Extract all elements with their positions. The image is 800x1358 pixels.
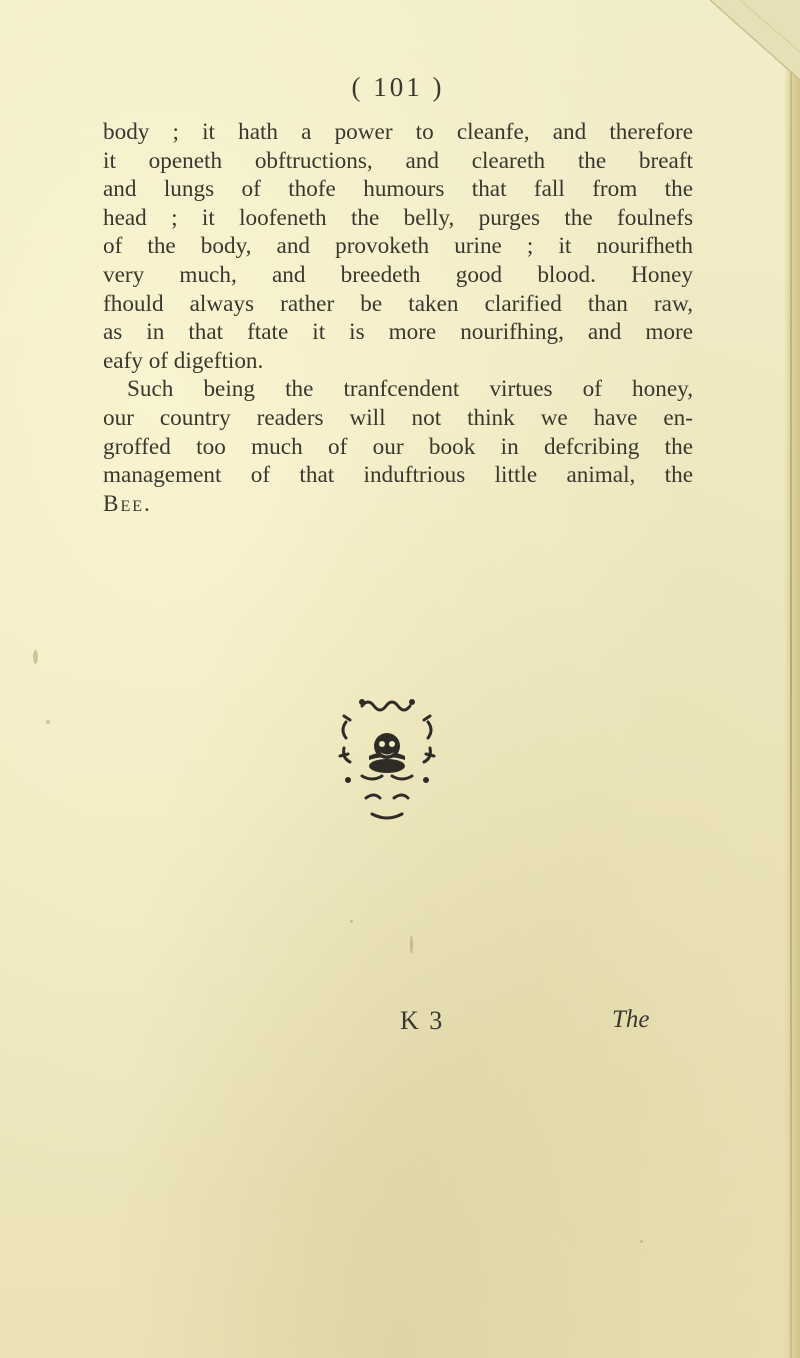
text-line: our country readers will not think we have en- (103, 404, 693, 431)
text-line: management of that induftrious little animal, the (103, 462, 693, 489)
paper-speck (350, 920, 353, 923)
corner-fold (680, 0, 800, 110)
text-line: eafy of digeftion. (103, 347, 264, 374)
text-line: very much, and breedeth good blood. Honey (103, 261, 693, 288)
text-line: head ; it loofeneth the belly, purges the foulnefs (103, 204, 693, 231)
text-line: it openeth obftructions, and cleareth the breaft (103, 147, 693, 174)
text-line: as in that ftate it is more nourifhing, and more (103, 319, 693, 346)
paper-speck (46, 720, 50, 724)
text-line: groffed too much of our book in defcribing the (103, 433, 693, 460)
catchword: The (612, 1006, 650, 1033)
paper-speck (640, 1240, 643, 1243)
signature-mark: K 3 (400, 1006, 445, 1035)
printers-ornament (322, 690, 452, 840)
text-line: of the body, and provoketh urine ; it nourifheth (103, 233, 693, 260)
text-line: Such being the tranfcendent virtues of honey, (127, 376, 693, 403)
text-line: and lungs of thofe humours that fall from the (103, 176, 693, 203)
page-number: ( 101 ) (351, 72, 445, 102)
page-edge (784, 0, 800, 1358)
page-edge-line (790, 0, 792, 1358)
text-line: body ; it hath a power to cleanfe, and therefore (103, 119, 693, 145)
text-line-last-word: Bee. (103, 490, 152, 517)
text-line: fhould always rather be taken clarified than raw, (103, 290, 693, 317)
paper-speck (410, 936, 413, 954)
body-text (103, 118, 693, 518)
paper-speck (33, 650, 38, 664)
